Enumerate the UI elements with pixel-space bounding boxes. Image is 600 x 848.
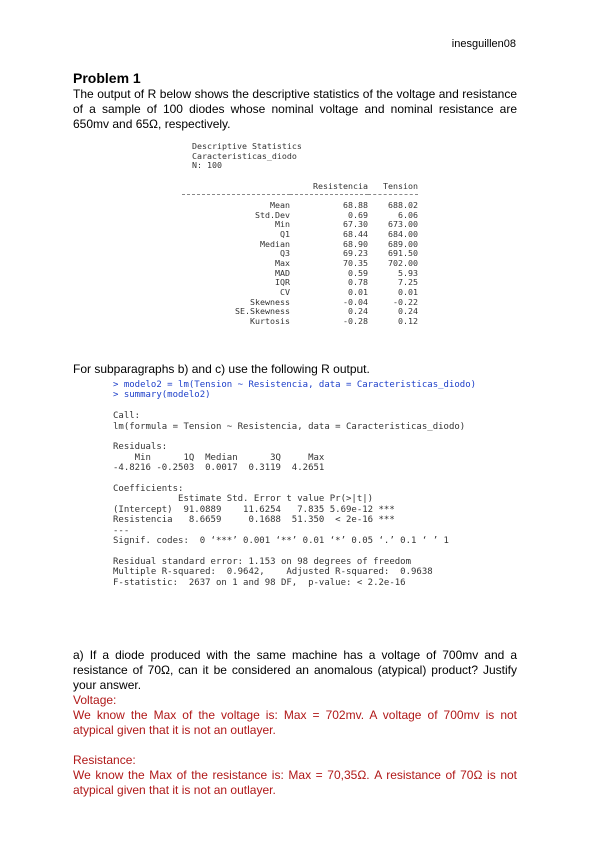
console-command-2: > summary(modelo2) — [113, 390, 211, 401]
coefficients-label: Coefficients: — [113, 484, 184, 495]
r-console-output — [113, 380, 476, 588]
coefficient-resistencia: Resistencia 8.6659 0.1688 51.350 < 2e-16 *** — [113, 515, 395, 526]
stats-row — [182, 317, 418, 327]
voltage-answer: We know the Max of the voltage is: Max = 702mv. A voltage of 700mv is not atypical given that it is not an outlayer. — [73, 708, 517, 737]
stats-value-resistencia: -0.04 — [343, 296, 368, 307]
stats-value-tension: 702.00 — [388, 257, 418, 268]
stats-value-resistencia: 67.30 — [343, 219, 368, 230]
problem-title: Problem 1 — [73, 70, 141, 86]
stats-row — [182, 269, 418, 279]
resistance-answer: We know the Max of the resistance is: Max = 70,35Ω. A resistance of 70Ω is not atypical given that it is not an outlayer. — [73, 768, 517, 797]
stats-value-resistencia: 68.88 — [343, 200, 368, 210]
stats-row-label: Mean — [270, 200, 290, 210]
stats-table-header — [182, 181, 418, 195]
stats-header — [192, 142, 302, 171]
stats-row — [182, 278, 418, 288]
stats-col-resistencia: Resistencia — [313, 181, 368, 191]
stats-value-tension: 7.25 — [398, 277, 418, 288]
stats-value-tension: 0.01 — [398, 286, 418, 297]
stats-row — [182, 307, 418, 317]
coefficients-separator: --- — [113, 525, 130, 536]
answer-spacer — [73, 738, 517, 753]
stats-row-label: MAD — [275, 267, 290, 278]
stats-row-label: Max — [275, 257, 290, 268]
signif-codes: Signif. codes: 0 ‘***’ 0.001 ‘**’ 0.01 ‘*’ 0.05 ‘.’ 0.1 ‘ ’ 1 — [113, 536, 449, 547]
stats-row-label: Median — [260, 238, 290, 249]
stats-row-label: Std.Dev — [255, 209, 290, 220]
stats-row-label: IQR — [275, 277, 290, 288]
f-statistic: F-statistic: 2637 on 1 and 98 DF, p-value: < 2.2e-16 — [113, 577, 406, 588]
stats-row — [182, 230, 418, 240]
stats-value-resistencia: 0.01 — [348, 286, 368, 297]
call-formula: lm(formula = Tension ~ Resistencia, data = Caracteristicas_diodo) — [113, 421, 466, 432]
residuals-values: -4.8216 -0.2503 0.0017 0.3119 4.2651 — [113, 463, 330, 474]
stats-table — [182, 181, 418, 327]
stats-n: N: 100 — [192, 160, 222, 171]
stats-value-resistencia: 0.78 — [348, 277, 368, 288]
stats-value-resistencia: 0.69 — [348, 209, 368, 220]
stats-value-resistencia: 68.44 — [343, 228, 368, 239]
voltage-label: Voltage: — [73, 693, 117, 707]
stats-value-tension: 673.00 — [388, 219, 418, 230]
stats-value-tension: 6.06 — [398, 209, 418, 220]
stats-col-tension: Tension — [383, 181, 418, 191]
stats-value-tension: 691.50 — [388, 248, 418, 259]
stats-row — [182, 249, 418, 259]
stats-value-tension: 5.93 — [398, 267, 418, 278]
residual-standard-error: Residual standard error: 1.153 on 98 degrees of freedom — [113, 556, 412, 567]
stats-value-resistencia: 68.90 — [343, 238, 368, 249]
stats-value-tension: 0.24 — [398, 306, 418, 317]
stats-value-resistencia: 0.24 — [348, 306, 368, 317]
residuals-label: Residuals: — [113, 442, 168, 453]
stats-row-label: Kurtosis — [250, 315, 290, 326]
stats-value-tension: -0.22 — [393, 296, 418, 307]
stats-col-label — [182, 181, 290, 195]
problem-section — [73, 70, 517, 132]
stats-row — [182, 220, 418, 230]
stats-row-label: Q3 — [280, 248, 290, 259]
stats-value-resistencia: 0.59 — [348, 267, 368, 278]
coefficient-intercept: (Intercept) 91.0889 11.6254 7.835 5.69e-12 *** — [113, 504, 395, 515]
stats-row — [182, 201, 418, 211]
stats-row-label: Q1 — [280, 228, 290, 239]
r-squared: Multiple R-squared: 0.9642, Adjusted R-squared: 0.9638 — [113, 567, 439, 578]
question-a-section — [73, 648, 517, 798]
stats-value-tension: 684.00 — [388, 228, 418, 239]
question-a: a) If a diode produced with the same machine has a voltage of 700mv and a resistance of 70Ω, can it be considered an anomalous (atypical) product? Justify your answer. — [73, 648, 517, 692]
stats-row — [182, 259, 418, 269]
residuals-header: Min 1Q Median 3Q Max — [113, 452, 330, 463]
call-label: Call: — [113, 411, 141, 422]
stats-row-label: CV — [280, 286, 290, 297]
stats-row — [182, 211, 418, 221]
stats-dataset: Caracteristicas_diodo — [192, 150, 297, 161]
subparagraph-note: For subparagraphs b) and c) use the following R output. — [73, 362, 370, 376]
author-name: inesguillen08 — [451, 38, 516, 50]
coefficients-header: Estimate Std. Error t value Pr(>|t|) — [113, 494, 395, 505]
stats-row-label: Skewness — [250, 296, 290, 307]
stats-row — [182, 288, 418, 298]
stats-value-tension: 689.00 — [388, 238, 418, 249]
stats-row — [182, 298, 418, 308]
stats-row-label: SE.Skewness — [235, 306, 290, 317]
resistance-label: Resistance: — [73, 753, 136, 767]
problem-intro: The output of R below shows the descriptive statistics of the voltage and resistance of a sample of 100 diodes whose nominal voltage and nominal resistance are 650mv and 65Ω, respectively. — [73, 87, 517, 131]
stats-value-tension: 688.02 — [388, 200, 418, 210]
stats-title: Descriptive Statistics — [192, 141, 302, 151]
console-command-1: > modelo2 = lm(Tension ~ Resistencia, data = Caracteristicas_diodo) — [113, 380, 477, 390]
stats-row — [182, 240, 418, 250]
stats-row-label: Min — [275, 219, 290, 230]
stats-value-tension: 0.12 — [398, 315, 418, 326]
stats-value-resistencia: 70.35 — [343, 257, 368, 268]
stats-value-resistencia: -0.28 — [343, 315, 368, 326]
stats-value-resistencia: 69.23 — [343, 248, 368, 259]
